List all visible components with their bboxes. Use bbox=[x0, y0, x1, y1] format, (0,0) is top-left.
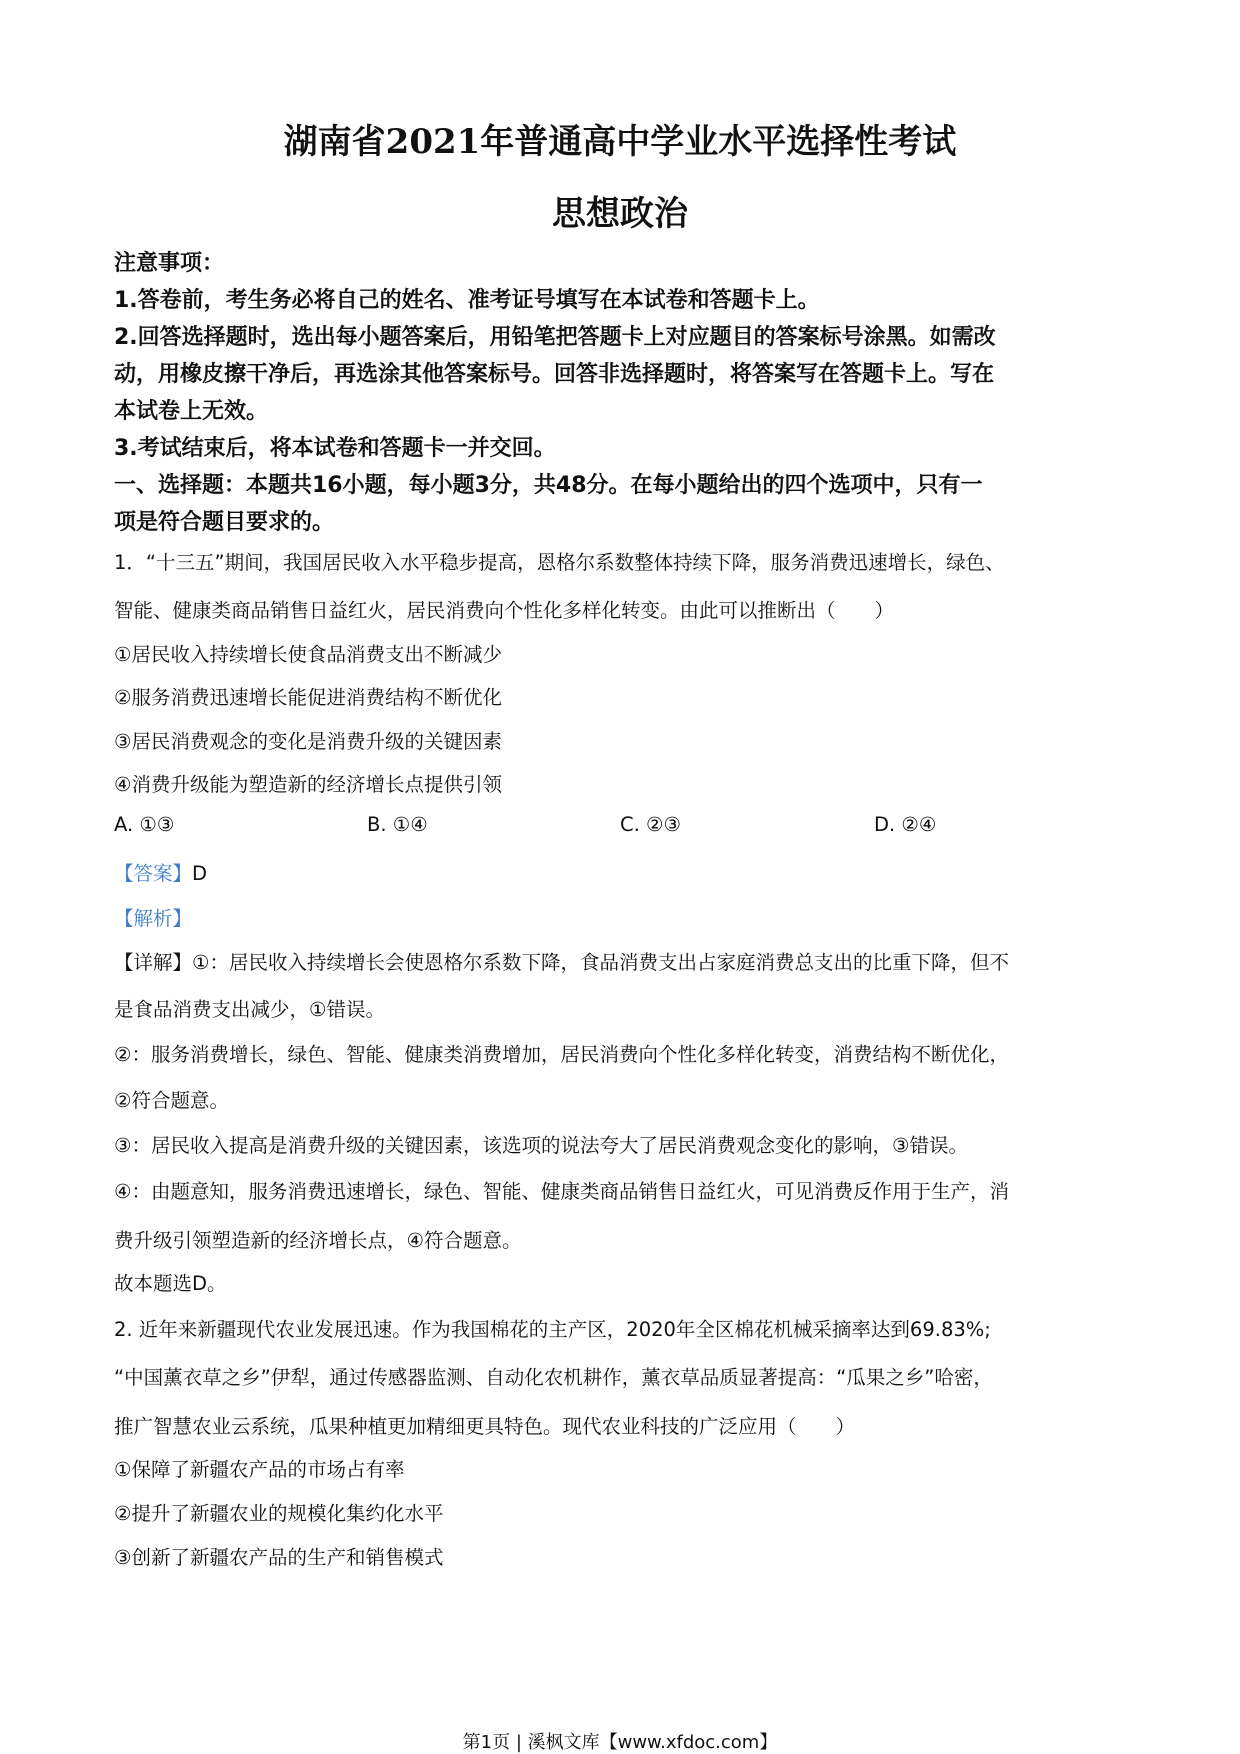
analysis-tag: 【解析】 bbox=[114, 907, 193, 930]
section-heading-line-2: 项是符合题目要求的。 bbox=[114, 510, 335, 535]
q1-option-b: B. ①④ bbox=[367, 813, 428, 836]
q1-detail-1-line-2: 是食品消费支出减少，①错误。 bbox=[114, 998, 385, 1021]
q1-statement-2: ②服务消费迅速增长能促进消费结构不断优化 bbox=[114, 686, 502, 709]
q1-detail-2-line-1: ②：服务消费增长，绿色、智能、健康类消费增加，居民消费向个性化多样化转变，消费结构不断优化， bbox=[114, 1043, 1009, 1066]
q1-detail-1-line-1: 【详解】①：居民收入持续增长会使恩格尔系数下降，食品消费支出占家庭消费总支出的比重下降，但不 bbox=[114, 951, 1009, 974]
q2-statement-1: ①保障了新疆农产品的市场占有率 bbox=[114, 1458, 405, 1481]
exam-title: 湖南省2021年普通高中学业水平选择性考试 bbox=[283, 122, 957, 162]
q1-statement-1: ①居民收入持续增长使食品消费支出不断减少 bbox=[114, 643, 502, 666]
q1-option-c: C. ②③ bbox=[620, 813, 681, 836]
q1-detail-4-line-2: 费升级引领塑造新的经济增长点，④符合题意。 bbox=[114, 1229, 522, 1252]
q1-option-d: D. ②④ bbox=[874, 813, 937, 836]
notice-item-2-line-1: 2.回答选择题时，选出每小题答案后，用铅笔把答题卡上对应题目的答案标号涂黑。如需改 bbox=[114, 325, 996, 350]
answer-tag: 【答案】 bbox=[114, 862, 193, 885]
exam-subject: 思想政治 bbox=[552, 194, 688, 234]
notice-item-2-line-3: 本试卷上无效。 bbox=[114, 399, 269, 424]
notice-item-3: 3.考试结束后，将本试卷和答题卡一并交回。 bbox=[114, 436, 556, 461]
q2-stem-line-3: 推广智慧农业云系统，瓜果种植更加精细更具特色。现代农业科技的广泛应用（ ） bbox=[114, 1415, 856, 1438]
q2-statement-2: ②提升了新疆农业的规模化集约化水平 bbox=[114, 1502, 444, 1525]
q1-detail-4-line-1: ④：由题意知，服务消费迅速增长，绿色、智能、健康类商品销售日益红火，可见消费反作用于生产，消 bbox=[114, 1180, 1009, 1203]
notice-item-1: 1.答卷前，考生务必将自己的姓名、准考证号填写在本试卷和答题卡上。 bbox=[114, 288, 820, 313]
q1-stem-line-1: 1．“十三五”期间，我国居民收入水平稳步提高，恩格尔系数整体持续下降，服务消费迅速增长，绿色、 bbox=[114, 551, 1005, 574]
notice-item-2-line-2: 动，用橡皮擦干净后，再选涂其他答案标号。回答非选择题时，将答案写在答题卡上。写在 bbox=[114, 362, 995, 387]
q1-conclusion: 故本题选D。 bbox=[114, 1272, 227, 1295]
page-footer: 第1页 | 溪枫文库【www.xfdoc.com】 bbox=[462, 1732, 778, 1753]
notice-heading: 注意事项： bbox=[114, 251, 225, 276]
q1-answer bbox=[114, 858, 1134, 886]
q1-detail-3: ③：居民收入提高是消费升级的关键因素，该选项的说法夸大了居民消费观念变化的影响，③错误。 bbox=[114, 1134, 968, 1157]
q1-option-a: A. ①③ bbox=[114, 813, 175, 836]
q1-statement-4: ④消费升级能为塑造新的经济增长点提供引领 bbox=[114, 773, 502, 796]
q1-stem-line-2: 智能、健康类商品销售日益红火，居民消费向个性化多样化转变。由此可以推断出（ ） bbox=[114, 599, 895, 622]
q1-detail-2-line-2: ②符合题意。 bbox=[114, 1089, 229, 1112]
q1-statement-3: ③居民消费观念的变化是消费升级的关键因素 bbox=[114, 730, 502, 753]
q2-stem-line-2: “中国薰衣草之乡”伊犁，通过传感器监测、自动化农机耕作，薰衣草品质显著提高：“瓜果之乡”哈密， bbox=[114, 1366, 993, 1389]
q2-statement-3: ③创新了新疆农产品的生产和销售模式 bbox=[114, 1546, 444, 1569]
q2-stem-line-1: 2. 近年来新疆现代农业发展迅速。作为我国棉花的主产区，2020年全区棉花机械采摘率达到69.83%; bbox=[114, 1318, 991, 1341]
answer-value: D bbox=[192, 862, 208, 885]
section-heading-line-1: 一、选择题：本题共16小题，每小题3分，共48分。在每小题给出的四个选项中，只有一 bbox=[114, 473, 983, 498]
